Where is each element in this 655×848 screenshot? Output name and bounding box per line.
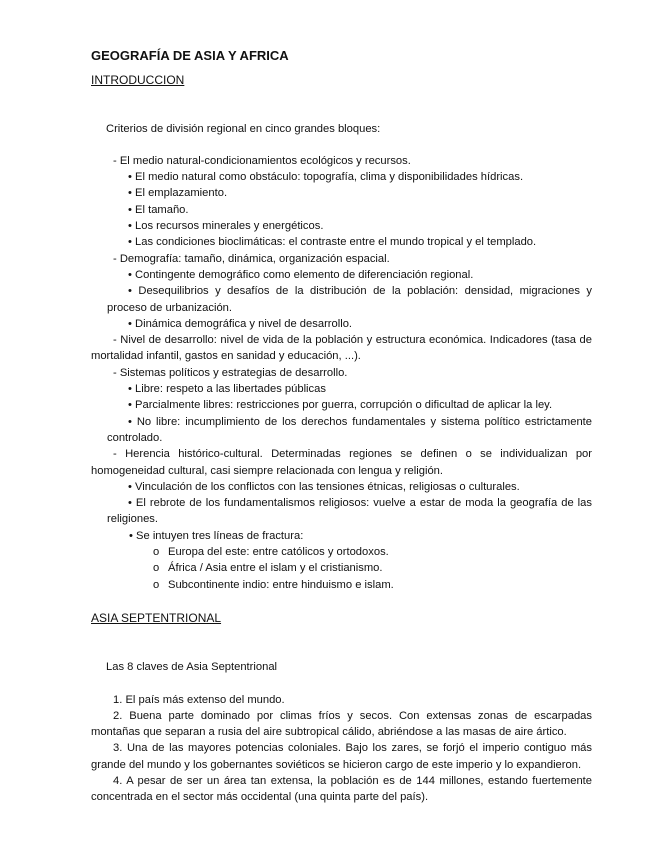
fracture-item [91,577,592,593]
bullet-item: • El rebrote de los fundamentalismos religiosos: vuelve a estar de moda la geografía de las religiones. [107,497,592,526]
key-item: 3. Una de las mayores potencias coloniales. Bajo los zares, se forjó el imperio contiguo más grande del mundo y los gobernantes soviéticos se hicieron cargo de este imperio y lo expandieron. [91,742,592,771]
fracture-item [91,544,592,560]
criterion-item: - El medio natural-condicionamientos ecológicos y recursos. [113,154,411,167]
criterion-item: - Demografía: tamaño, dinámica, organización espacial. [113,252,390,265]
asia-lead: Las 8 claves de Asia Septentrional [106,661,278,674]
circle-bullet-marker: o [153,578,160,591]
bullet-item: • El medio natural como obstáculo: topografía, clima y disponibilidades hídricas. [128,171,524,184]
fracture-text: África / Asia entre el islam y el cristianismo. [168,562,383,575]
criterion-item: - Sistemas políticos y estrategias de desarrollo. [113,366,348,379]
criterion-item: - Herencia histórico-cultural. Determinadas regiones se definen o se individualizan por homogeneidad cultural, casi siempre relacionada con lengua y religión. [91,448,592,477]
key-item: 2. Buena parte dominado por climas fríos y secos. Con extensas zonas de escarpadas montañas que separan a rusia del aire subtropical cálido, abriéndose a las masas de aire ártico. [91,709,592,739]
bullet-item: • Contingente demográfico como elemento de diferenciación regional. [128,268,474,281]
document-page [91,45,592,806]
bullet-item: • Los recursos minerales y energéticos. [128,220,324,233]
key-item: 1. El país más extenso del mundo. [113,693,285,706]
circle-bullet-marker: o [153,546,160,559]
circle-bullet-marker: o [153,562,160,575]
spacer [91,89,592,121]
section-heading-introduccion: INTRODUCCION [91,73,185,88]
bullet-item: • Libre: respeto a las libertades públicas [128,383,326,396]
criterion-item: - Nivel de desarrollo: nivel de vida de la población y estructura económica. Indicadores (tasa de mortalidad infantil, gastos en sanidad y educación, ...). [91,334,592,363]
spacer [91,137,592,153]
bullet-item: • Dinámica demográfica y nivel de desarrollo. [128,317,353,330]
bullet-item: • No libre: incumplimiento de los derechos fundamentales y sistema político estrictamente controlado. [107,415,592,444]
bullet-item: • Las condiciones bioclimáticas: el contraste entre el mundo tropical y el templado. [128,236,537,249]
fracture-text: Europa del este: entre católicos y ortodoxos. [168,546,389,559]
bullet-item: • Desequilibrios y desafíos de la distribución de la población: densidad, migraciones y proceso de urbanización. [107,285,592,314]
spacer [91,676,592,692]
spacer [91,626,592,659]
fracture-item [91,560,592,576]
intro-lead: Criterios de división regional en cinco grandes bloques: [106,122,381,135]
bullet-item: • Se intuyen tres líneas de fractura: [129,529,304,542]
spacer [91,593,592,610]
key-item: 4. A pesar de ser un área tan extensa, la población es de 144 millones, estando fuertemente concentrada en el sector más occidental (una quinta parte del país). [91,774,592,804]
document-title: GEOGRAFÍA DE ASIA Y AFRICA [91,48,289,63]
bullet-item: • Vinculación de los conflictos con las tensiones étnicas, religiosas o culturales. [128,480,520,493]
fracture-text: Subcontinente indio: entre hinduismo e islam. [168,578,394,591]
bullet-item: • El tamaño. [128,203,189,216]
section-heading-asia-septentrional: ASIA SEPTENTRIONAL [91,610,222,625]
bullet-item: • Parcialmente libres: restricciones por guerra, corrupción o dificultad de aplicar la ley. [128,399,553,412]
bullet-item: • El emplazamiento. [128,187,228,200]
